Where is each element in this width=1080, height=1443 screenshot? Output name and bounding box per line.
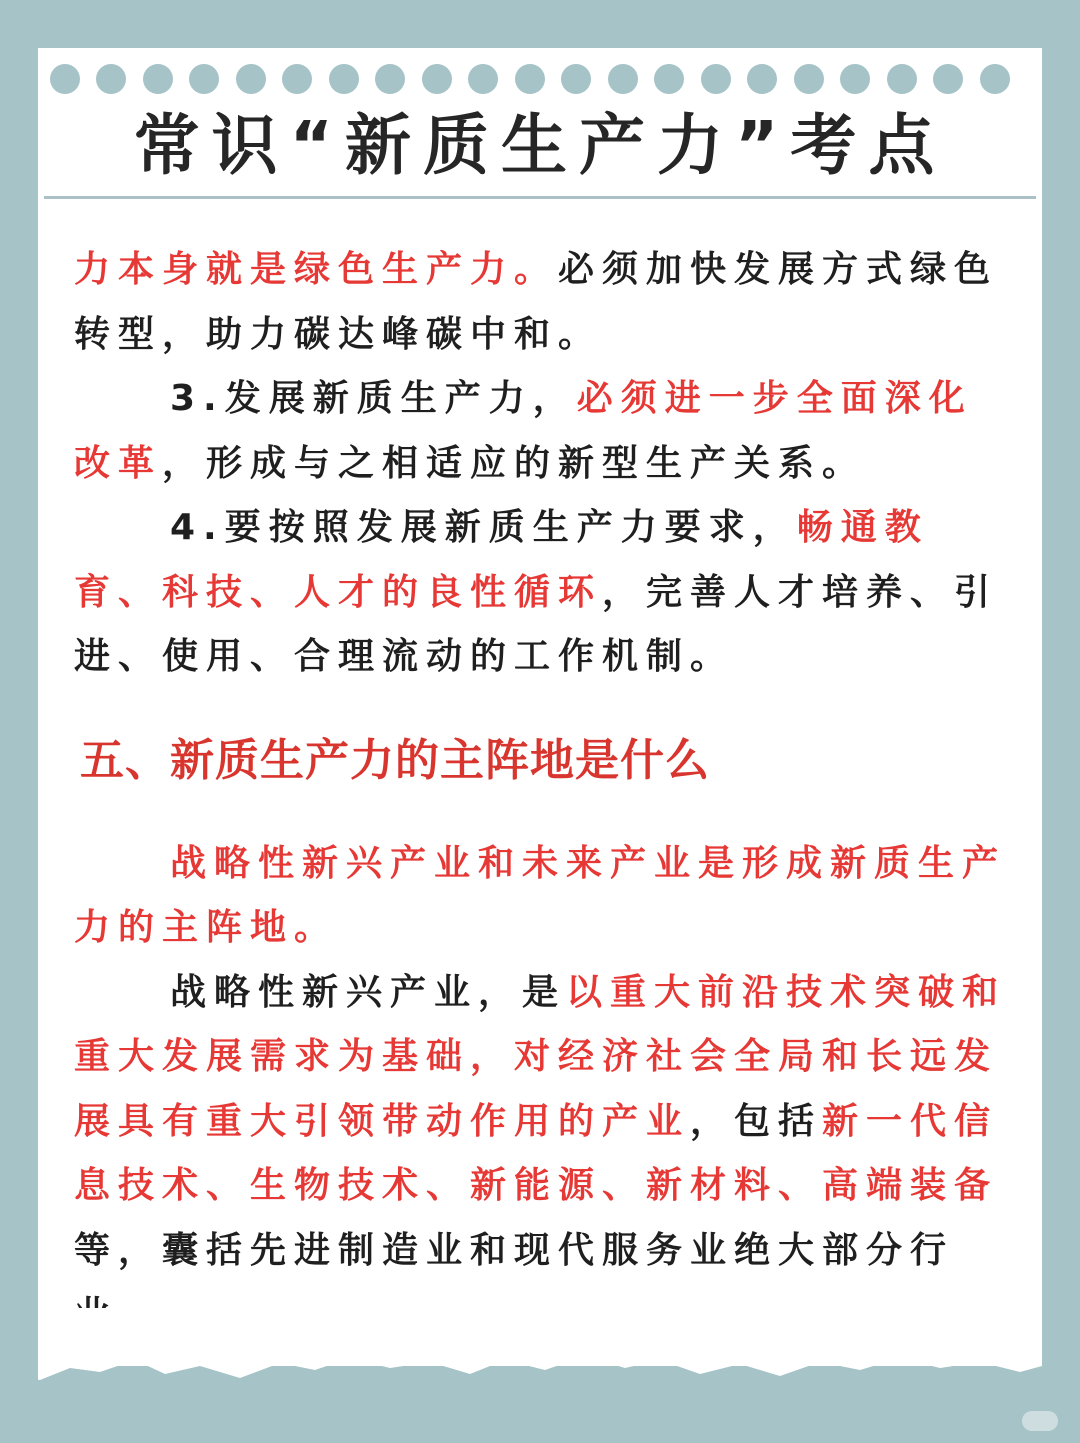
- punched-hole-icon: [933, 64, 963, 94]
- title-divider: [44, 196, 1036, 199]
- punched-hole-icon: [515, 64, 545, 94]
- emphasis-text: 畅通教育、科技、人才的良性循环: [74, 507, 929, 613]
- punched-hole-icon: [608, 64, 638, 94]
- punched-hole-icon: [96, 64, 126, 94]
- body-text: 必须加快发展方式绿色转型，助力碳达峰碳中和。: [74, 249, 999, 355]
- body-text: ，包括: [690, 1100, 823, 1142]
- punched-hole-icon: [375, 64, 405, 94]
- punched-hole-icon: [701, 64, 731, 94]
- body-text: 战略性新兴产业，是: [170, 971, 567, 1013]
- emphasis-text: 以重大前沿技术突破和重大发展需求为基础，对经济社会全局和长远发展具有重大引领带动作用的产业: [74, 971, 1007, 1142]
- article-body: [74, 238, 1014, 1348]
- emphasis-text: 新一代信息技术、生物技术、新能源、新材料、高端装备: [74, 1100, 999, 1206]
- punched-hole-icon: [887, 64, 917, 94]
- punched-hole-icon: [143, 64, 173, 94]
- body-text: 4.要按照发展新质生产力要求，: [170, 507, 797, 548]
- punched-hole-icon: [329, 64, 359, 94]
- body-text: ，形成与之相适应的新型生产关系。: [162, 442, 867, 484]
- emphasis-text: 力本身就是绿色生产力。: [74, 249, 559, 290]
- punched-hole-icon: [422, 64, 452, 94]
- punched-hole-icon: [468, 64, 498, 94]
- paragraph-point-4: [74, 496, 1014, 690]
- body-text: 等，囊括先进制造业和现代服务业绝大部分行: [74, 1229, 955, 1271]
- punched-hole-icon: [747, 64, 777, 94]
- torn-paper-edge: [0, 1308, 1080, 1443]
- paragraph-point-3: [74, 367, 1014, 496]
- binder-holes: [38, 64, 1042, 100]
- paragraph-strategic-industries: [74, 961, 1014, 1348]
- body-text: 3.发展新质生产力，: [170, 378, 577, 419]
- punched-hole-icon: [189, 64, 219, 94]
- body-text: ，完善人才培养、引进、使用、合理流动的工作机制。: [74, 571, 999, 677]
- paragraph-green-productivity: [74, 238, 1014, 367]
- punched-hole-icon: [840, 64, 870, 94]
- emphasis-text: 战略性新兴产业和未来产业是形成新质生产力的主阵地。: [74, 842, 1007, 948]
- punched-hole-icon: [50, 64, 80, 94]
- section-heading: 五、新质生产力的主阵地是什么: [80, 734, 710, 786]
- page-title: 常识“新质生产力”考点: [133, 107, 947, 184]
- punched-hole-icon: [236, 64, 266, 94]
- punched-hole-icon: [980, 64, 1010, 94]
- punched-hole-icon: [654, 64, 684, 94]
- notebook-page: [38, 48, 1042, 1348]
- punched-hole-icon: [282, 64, 312, 94]
- emphasis-text: 必须进一步全面深化改革: [74, 378, 973, 484]
- punched-hole-icon: [794, 64, 824, 94]
- watermark-badge: [1022, 1411, 1058, 1431]
- punched-hole-icon: [561, 64, 591, 94]
- paragraph-main-battlefield: [74, 832, 1014, 961]
